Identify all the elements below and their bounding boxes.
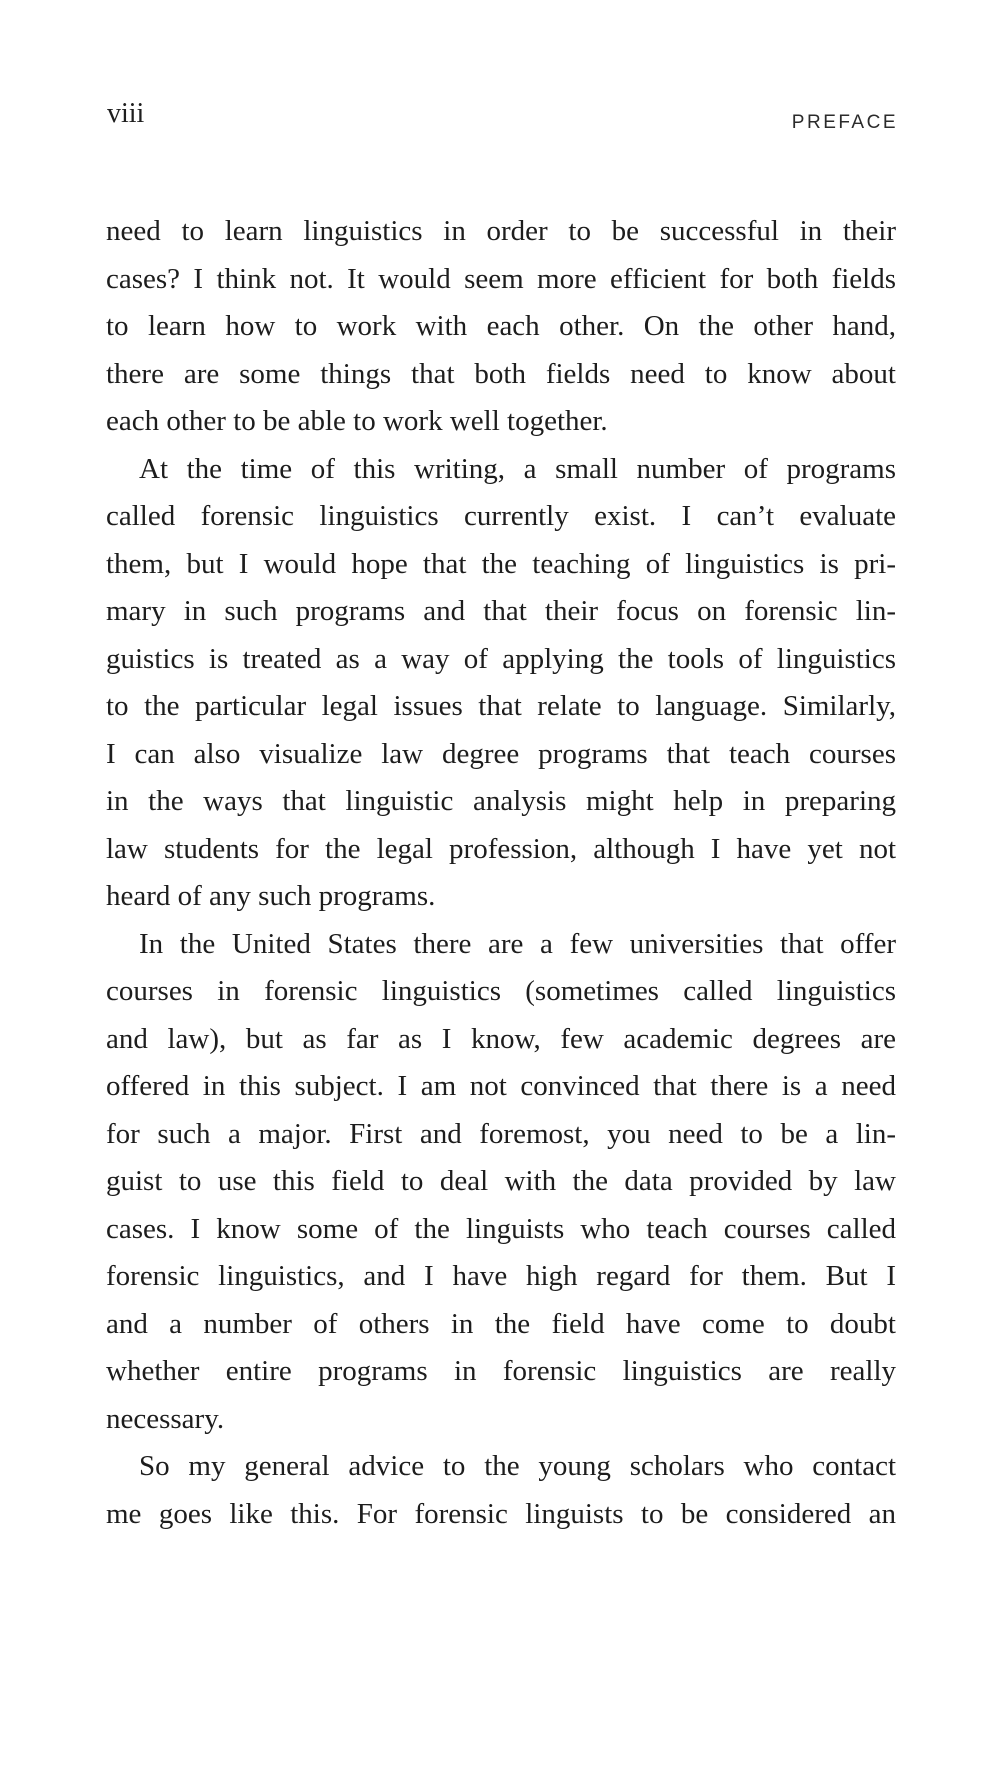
text-line: In the United States there are a few universities that offer (139, 927, 896, 960)
text-line: called forensic linguistics currently exist. I can’t evaluate (106, 500, 896, 532)
text-line: in the ways that linguistic analysis might help in preparing (106, 785, 896, 817)
text-line: for such a major. First and foremost, you need to be a lin- (106, 1117, 896, 1150)
text-line: cases? I think not. It would seem more efficient for both fields (106, 262, 896, 295)
text-line: whether entire programs in forensic linguistics are really (106, 1355, 896, 1387)
paragraph (106, 1443, 896, 1538)
text-line: heard of any such programs. (106, 880, 436, 912)
text-line: there are some things that both fields need to know about (106, 357, 896, 390)
text-line: forensic linguistics, and I have high regard for them. But I (106, 1260, 896, 1292)
text-line: I can also visualize law degree programs that teach courses (106, 737, 896, 770)
paragraph (106, 921, 896, 1444)
text-line: each other to be able to work well together. (106, 405, 608, 437)
text-line: and a number of others in the field have come to doubt (106, 1307, 896, 1340)
text-line: courses in forensic linguistics (sometimes called linguistics (106, 975, 896, 1007)
text-line: mary in such programs and that their focus on forensic lin- (106, 595, 896, 627)
text-line: law students for the legal profession, although I have yet not (106, 832, 896, 865)
text-line: to the particular legal issues that relate to language. Similarly, (106, 690, 896, 722)
text-line: cases. I know some of the linguists who teach courses called (106, 1212, 896, 1245)
text-line: guist to use this field to deal with the data provided by law (106, 1165, 896, 1197)
page-number: viii (107, 98, 145, 129)
text-line: At the time of this writing, a small number of programs (139, 452, 896, 485)
text-line: to learn how to work with each other. On the other hand, (106, 310, 896, 342)
text-line: and law), but as far as I know, few academic degrees are (106, 1022, 896, 1055)
text-line: offered in this subject. I am not convinced that there is a need (106, 1070, 896, 1102)
text-line: them, but I would hope that the teaching of linguistics is pri- (106, 547, 896, 580)
paragraph (106, 446, 896, 921)
text-line: So my general advice to the young scholars who contact (139, 1450, 896, 1482)
text-line: guistics is treated as a way of applying the tools of linguistics (106, 642, 896, 675)
paragraph (106, 208, 896, 446)
text-line: need to learn linguistics in order to be successful in their (106, 215, 896, 247)
text-line: me goes like this. For forensic linguists to be considered an (106, 1497, 896, 1530)
running-head: PREFACE (791, 112, 898, 133)
text-line: necessary. (106, 1402, 225, 1435)
page-body (106, 208, 896, 1538)
